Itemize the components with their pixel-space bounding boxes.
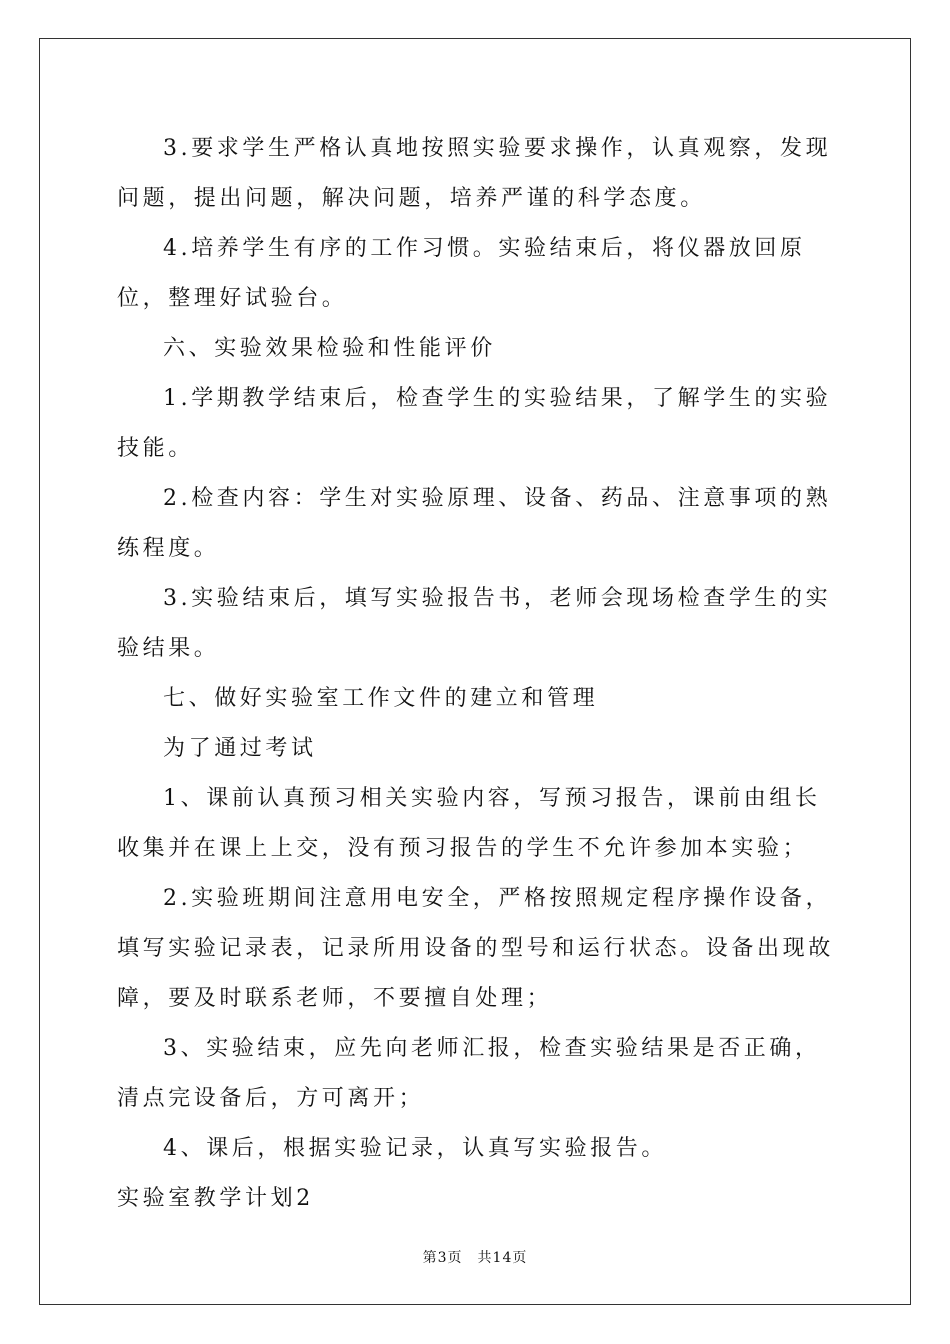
page-footer: 第3页 共14页 <box>422 1250 528 1266</box>
paragraph-2: 4.培养学生有序的工作习惯。实验结束后，将仪器放回原位，整理好试验台。 <box>117 236 806 311</box>
section-heading-6: 六、实验效果检验和性能评价 <box>163 336 496 361</box>
paragraph-6: 为了通过考试 <box>163 736 317 761</box>
paragraph-4: 2.检查内容：学生对实验原理、设备、药品、注意事项的熟练程度。 <box>117 486 832 561</box>
paragraph-3: 1.学期教学结束后，检查学生的实验结果，了解学生的实验技能。 <box>117 386 832 461</box>
document-title-next: 实验室教学计划2 <box>117 1186 314 1211</box>
document-body <box>117 124 837 1224</box>
paragraph-1: 3.要求学生严格认真地按照实验要求操作，认真观察，发现问题，提出问题，解决问题，培养严谨的科学态度。 <box>117 136 832 211</box>
paragraph-9: 3、实验结束，应先向老师汇报，检查实验结果是否正确，清点完设备后，方可离开； <box>117 1036 821 1111</box>
paragraph-7: 1、课前认真预习相关实验内容，写预习报告，课前由组长收集并在课上上交，没有预习报告的学生不允许参加本实验； <box>117 786 821 861</box>
paragraph-8: 2.实验班期间注意用电安全，严格按照规定程序操作设备，填写实验记录表，记录所用设备的型号和运行状态。设备出现故障，要及时联系老师，不要擅自处理； <box>117 886 834 1011</box>
paragraph-10: 4、课后，根据实验记录，认真写实验报告。 <box>163 1136 667 1161</box>
section-heading-7: 七、做好实验室工作文件的建立和管理 <box>163 686 599 711</box>
paragraph-5: 3.实验结束后，填写实验报告书，老师会现场检查学生的实验结果。 <box>117 586 832 661</box>
